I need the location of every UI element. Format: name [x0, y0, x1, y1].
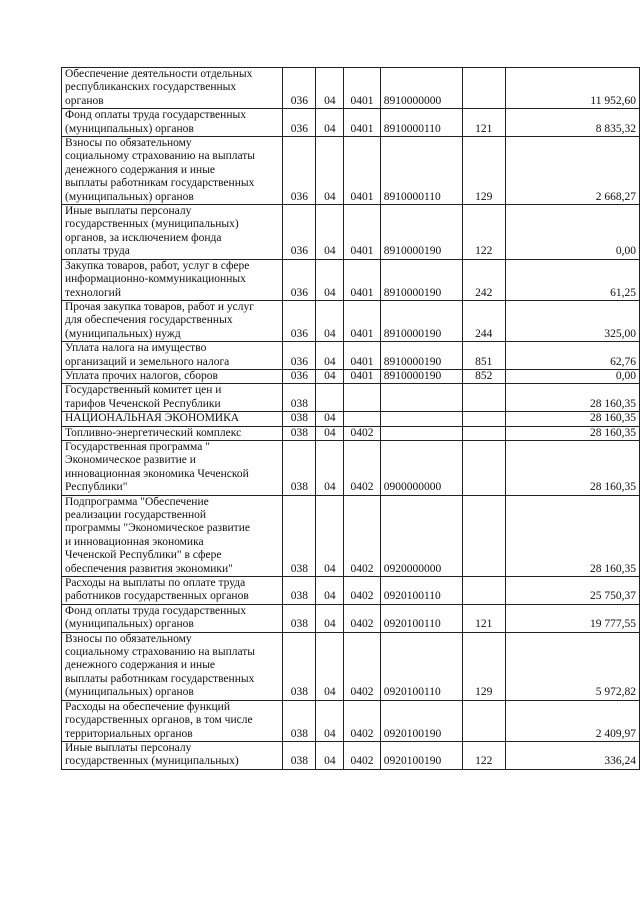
amount: 28 160,35: [505, 412, 639, 426]
amount: 61,25: [505, 259, 639, 300]
section-code: 04: [316, 577, 344, 605]
target-article-code: [380, 426, 462, 440]
expense-name: Государственный комитет цен и тарифов Чеченской Республики: [62, 384, 283, 412]
target-article-code: 8910000110: [380, 109, 462, 137]
section-code: 04: [316, 700, 344, 741]
amount: 0,00: [505, 205, 639, 260]
expense-type-code: 242: [462, 259, 505, 300]
table-row: [62, 384, 640, 412]
grbs-code: 038: [283, 426, 316, 440]
expense-name: Прочая закупка товаров, работ и услуг для обеспечения государственных (муниципальных) нужд: [62, 300, 283, 341]
section-code: 04: [316, 342, 344, 370]
expense-type-code: 129: [462, 632, 505, 700]
expense-name: НАЦИОНАЛЬНАЯ ЭКОНОМИКА: [62, 412, 283, 426]
expense-name: Взносы по обязательному социальному страхованию на выплаты денежного содержания и иные выплаты работникам государственных (муниципальных) органов: [62, 632, 283, 700]
expense-name: Топливно-энергетический комплекс: [62, 426, 283, 440]
subsection-code: 0402: [344, 604, 380, 632]
table-row: [62, 495, 640, 576]
target-article-code: 0920100190: [380, 700, 462, 741]
grbs-code: 038: [283, 412, 316, 426]
amount: 25 750,37: [505, 577, 639, 605]
amount: 8 835,32: [505, 109, 639, 137]
subsection-code: 0402: [344, 577, 380, 605]
subsection-code: 0402: [344, 741, 380, 769]
grbs-code: 036: [283, 342, 316, 370]
subsection-code: 0401: [344, 369, 380, 383]
expense-name: Расходы на выплаты по оплате труда работников государственных органов: [62, 577, 283, 605]
table-row: [62, 700, 640, 741]
amount: 19 777,55: [505, 604, 639, 632]
section-code: 04: [316, 426, 344, 440]
subsection-code: 0401: [344, 68, 380, 109]
expense-type-code: 122: [462, 741, 505, 769]
section-code: 04: [316, 440, 344, 495]
amount: 2 668,27: [505, 137, 639, 205]
section-code: 04: [316, 369, 344, 383]
target-article-code: 8910000190: [380, 300, 462, 341]
section-code: [316, 384, 344, 412]
expense-type-code: 851: [462, 342, 505, 370]
table-row: [62, 137, 640, 205]
table-row: [62, 68, 640, 109]
expense-type-code: [462, 700, 505, 741]
target-article-code: 8910000190: [380, 259, 462, 300]
grbs-code: 036: [283, 300, 316, 341]
grbs-code: 038: [283, 577, 316, 605]
target-article-code: 0920100110: [380, 577, 462, 605]
section-code: 04: [316, 632, 344, 700]
expense-type-code: [462, 384, 505, 412]
table-row: [62, 604, 640, 632]
section-code: 04: [316, 300, 344, 341]
subsection-code: 0401: [344, 205, 380, 260]
expense-type-code: [462, 577, 505, 605]
table-row: [62, 440, 640, 495]
expense-type-code: 121: [462, 604, 505, 632]
grbs-code: 038: [283, 495, 316, 576]
expense-name: Взносы по обязательному социальному страхованию на выплаты денежного содержания и иные выплаты работникам государственных (муниципальных) органов: [62, 137, 283, 205]
target-article-code: 0920100190: [380, 741, 462, 769]
grbs-code: 038: [283, 632, 316, 700]
grbs-code: 036: [283, 205, 316, 260]
amount: 11 952,60: [505, 68, 639, 109]
expense-type-code: 244: [462, 300, 505, 341]
table-row: [62, 426, 640, 440]
amount: 28 160,35: [505, 426, 639, 440]
grbs-code: 036: [283, 68, 316, 109]
subsection-code: 0401: [344, 137, 380, 205]
amount: 5 972,82: [505, 632, 639, 700]
expense-name: Фонд оплаты труда государственных (муниципальных) органов: [62, 604, 283, 632]
section-code: 04: [316, 137, 344, 205]
expense-type-code: 121: [462, 109, 505, 137]
grbs-code: 036: [283, 137, 316, 205]
section-code: 04: [316, 68, 344, 109]
target-article-code: 8910000190: [380, 369, 462, 383]
grbs-code: 038: [283, 700, 316, 741]
amount: 62,76: [505, 342, 639, 370]
section-code: 04: [316, 205, 344, 260]
expense-name: Государственная программа " Экономическое развитие и инновационная экономика Чеченской Республики": [62, 440, 283, 495]
subsection-code: 0401: [344, 259, 380, 300]
amount: 325,00: [505, 300, 639, 341]
expense-name: Подпрограмма "Обеспечение реализации государственной программы "Экономическое развитие и инновационная экономика Чеченской Республики" в сфере обеспечения развития экономики": [62, 495, 283, 576]
target-article-code: [380, 384, 462, 412]
subsection-code: 0402: [344, 440, 380, 495]
subsection-code: 0402: [344, 495, 380, 576]
section-code: 04: [316, 109, 344, 137]
expense-type-code: [462, 440, 505, 495]
expense-name: Закупка товаров, работ, услуг в сфере информационно-коммуникационных технологий: [62, 259, 283, 300]
expense-name: Обеспечение деятельности отдельных республиканских государственных органов: [62, 68, 283, 109]
expense-name: Уплата прочих налогов, сборов: [62, 369, 283, 383]
table-row: [62, 342, 640, 370]
table-row: [62, 741, 640, 769]
amount: 336,24: [505, 741, 639, 769]
table-row: [62, 109, 640, 137]
table-row: [62, 205, 640, 260]
grbs-code: 036: [283, 109, 316, 137]
target-article-code: [380, 412, 462, 426]
section-code: 04: [316, 604, 344, 632]
subsection-code: [344, 384, 380, 412]
subsection-code: 0401: [344, 342, 380, 370]
expense-type-code: [462, 426, 505, 440]
target-article-code: 0920000000: [380, 495, 462, 576]
target-article-code: 0920100110: [380, 632, 462, 700]
expense-type-code: 122: [462, 205, 505, 260]
expense-type-code: [462, 68, 505, 109]
amount: 28 160,35: [505, 495, 639, 576]
target-article-code: 0900000000: [380, 440, 462, 495]
amount: 2 409,97: [505, 700, 639, 741]
expense-name: Иные выплаты персоналу государственных (муниципальных) органов, за исключением фонда оплаты труда: [62, 205, 283, 260]
subsection-code: 0402: [344, 700, 380, 741]
table-row: [62, 632, 640, 700]
table-row: [62, 300, 640, 341]
grbs-code: 038: [283, 741, 316, 769]
subsection-code: 0402: [344, 632, 380, 700]
table-row: [62, 577, 640, 605]
expense-type-code: [462, 495, 505, 576]
expense-type-code: 852: [462, 369, 505, 383]
target-article-code: 8910000110: [380, 137, 462, 205]
subsection-code: 0401: [344, 300, 380, 341]
target-article-code: 0920100110: [380, 604, 462, 632]
table-row: [62, 369, 640, 383]
section-code: 04: [316, 259, 344, 300]
expense-name: Фонд оплаты труда государственных (муниципальных) органов: [62, 109, 283, 137]
amount: 28 160,35: [505, 440, 639, 495]
subsection-code: 0402: [344, 426, 380, 440]
expense-type-code: 129: [462, 137, 505, 205]
table-row: [62, 259, 640, 300]
grbs-code: 036: [283, 259, 316, 300]
section-code: 04: [316, 495, 344, 576]
budget-table: [61, 67, 640, 770]
section-code: 04: [316, 741, 344, 769]
target-article-code: 8910000190: [380, 205, 462, 260]
expense-name: Расходы на обеспечение функций государственных органов, в том числе территориальных органов: [62, 700, 283, 741]
grbs-code: 038: [283, 384, 316, 412]
target-article-code: 8910000190: [380, 342, 462, 370]
amount: 0,00: [505, 369, 639, 383]
grbs-code: 036: [283, 369, 316, 383]
table-row: [62, 412, 640, 426]
section-code: 04: [316, 412, 344, 426]
subsection-code: 0401: [344, 109, 380, 137]
expense-name: Уплата налога на имущество организаций и земельного налога: [62, 342, 283, 370]
expense-name: Иные выплаты персоналу государственных (муниципальных): [62, 741, 283, 769]
grbs-code: 038: [283, 440, 316, 495]
target-article-code: 8910000000: [380, 68, 462, 109]
subsection-code: [344, 412, 380, 426]
budget-table-body: [62, 68, 640, 770]
expense-type-code: [462, 412, 505, 426]
grbs-code: 038: [283, 604, 316, 632]
amount: 28 160,35: [505, 384, 639, 412]
